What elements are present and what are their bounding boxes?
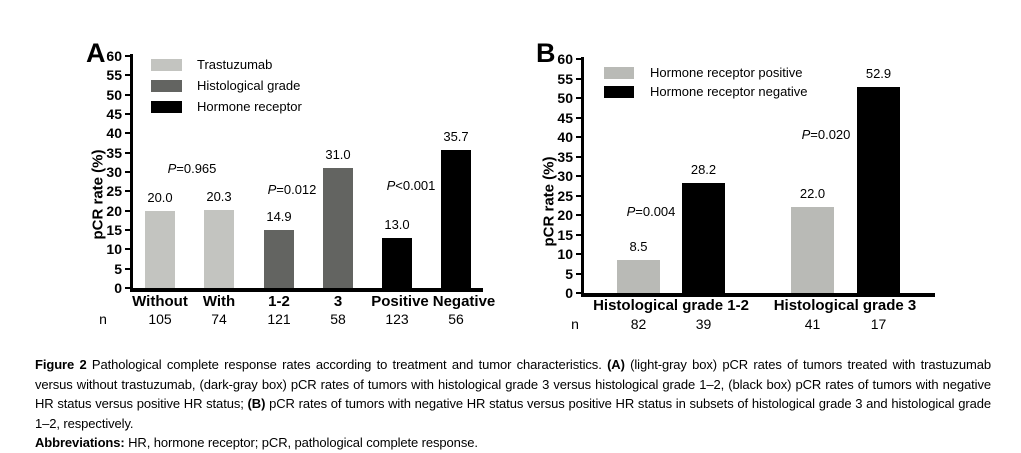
bar-negative-5: [441, 150, 471, 290]
bar-value-label: 22.0: [799, 186, 826, 202]
y-tick-label: 45: [557, 109, 573, 126]
y-tick-label: 40: [557, 129, 573, 145]
legend-label: Hormone receptor negative: [650, 84, 808, 99]
bar-value-label: 20.3: [206, 188, 232, 204]
legend-swatch: [151, 80, 182, 92]
y-tick-label: 30: [557, 168, 573, 184]
caption-a-text: (light-gray box) pCR rates of tumors treated with trastuzumab versus without trastuzumab, (dark-gray box) pCR rates of tumors with histological grade 3 versus histological grade 1–2, (black box) pCR rates of tumors with negative HR status versus positive HR status;: [35, 357, 992, 411]
panel-letter-b: B: [536, 38, 556, 68]
panel-a-ref: (A): [607, 357, 625, 372]
x-category-label: Positive: [371, 293, 429, 310]
x-axis-line: [130, 288, 483, 292]
p-value-label: P=0.020: [801, 127, 851, 142]
n-value: 39: [695, 316, 712, 332]
x-group-label: Histological grade 3: [773, 297, 917, 314]
legend-swatch: [604, 67, 634, 79]
n-value: 58: [330, 311, 346, 327]
y-tick-label: 40: [106, 125, 122, 142]
y-tick-label: 30: [106, 164, 122, 180]
caption-intro: Pathological complete response rates according to treatment and tumor characteristics.: [91, 357, 602, 372]
y-tick-label: 25: [557, 187, 573, 204]
n-value: 74: [211, 311, 227, 327]
legend-label: Hormone receptor: [197, 99, 302, 114]
n-value: 82: [630, 316, 647, 332]
y-tick-label: 10: [557, 246, 573, 262]
x-category-label: With: [202, 293, 236, 310]
bar-value-label: 13.0: [384, 216, 410, 232]
y-tick-label: 25: [106, 183, 122, 200]
y-tick-label: 15: [106, 222, 122, 238]
bar-1-2-2: [264, 230, 294, 290]
y-tick-label: 20: [106, 202, 122, 219]
x-category-label: Without: [132, 293, 188, 310]
x-group-label: Histological grade 1-2: [593, 297, 749, 314]
bar-value-label: 35.7: [443, 128, 469, 144]
bar-with-1: [204, 210, 234, 290]
y-tick-label: 0: [114, 280, 122, 296]
panel-letter-a: A: [86, 38, 106, 68]
bar-value-label: 28.2: [690, 162, 717, 178]
y-tick-label: 35: [106, 144, 122, 161]
n-row-label: n: [99, 311, 107, 327]
y-tick-label: 35: [557, 148, 573, 165]
x-category-label: 3: [333, 293, 343, 310]
abbreviations-text: HR, hormone receptor; pCR, pathological complete response.: [128, 435, 478, 450]
x-category-label: Negative: [432, 293, 496, 310]
caption-b-text: pCR rates of tumors with negative HR status versus positive HR status in subsets of histological grade 3 and histological grade 1–2, respectively.: [35, 396, 992, 431]
y-tick-label: 55: [557, 70, 573, 87]
n-value: 41: [804, 316, 821, 332]
x-category-label: 1-2: [268, 293, 290, 310]
legend-swatch: [604, 86, 634, 98]
bar-positive-4: [382, 238, 412, 290]
bar-without-0: [145, 211, 175, 290]
bar-value-label: 31.0: [325, 147, 351, 163]
figure-caption: [35, 355, 991, 453]
n-row-label: n: [571, 316, 579, 332]
p-symbol: P: [801, 127, 811, 142]
n-value: 105: [148, 311, 172, 327]
figure-label: Figure 2: [35, 357, 87, 372]
y-axis-line: [581, 57, 584, 297]
caption-paragraph: [35, 355, 991, 433]
bar-value-label: 14.9: [266, 209, 292, 225]
legend-label: Trastuzumab: [197, 57, 273, 72]
p-value-label: P<0.001: [386, 178, 436, 193]
bar-histological-grade-1-2-1: [682, 183, 725, 295]
bar-value-label: 20.0: [147, 189, 173, 205]
y-tick-label: 0: [565, 285, 573, 301]
legend-swatch: [151, 59, 182, 71]
y-tick-label: 60: [557, 51, 573, 67]
legend-swatch: [151, 101, 182, 113]
abbreviations-label: Abbreviations:: [35, 435, 125, 450]
y-tick-label: 15: [557, 226, 573, 243]
bar-histological-grade-3-3: [857, 87, 900, 295]
abbreviations-paragraph: [35, 433, 991, 453]
p-symbol: P: [626, 204, 636, 219]
y-tick-label: 10: [106, 241, 122, 258]
y-tick-label: 50: [106, 86, 122, 103]
y-tick-label: 5: [565, 265, 573, 282]
p-value-label: P=0.004: [626, 204, 676, 219]
p-value-label: P=0.012: [267, 182, 317, 197]
n-value: 121: [267, 311, 291, 327]
p-value-label: P=0.965: [167, 161, 217, 176]
y-tick-label: 20: [557, 207, 573, 223]
panel-b-ref: (B): [247, 396, 266, 411]
y-tick-label: 60: [106, 48, 122, 64]
bar-histological-grade-3-2: [791, 207, 834, 295]
bar-value-label: 52.9: [865, 65, 892, 81]
p-symbol: P: [167, 161, 177, 176]
bar-value-label: 8.5: [629, 238, 648, 254]
legend-label: Histological grade: [197, 78, 301, 93]
n-value: 56: [448, 311, 464, 327]
legend-label: Hormone receptor positive: [650, 65, 803, 80]
y-tick-label: 5: [114, 260, 122, 277]
y-tick-label: 45: [106, 106, 122, 122]
n-value: 123: [385, 311, 409, 327]
p-symbol: P: [267, 182, 277, 197]
bar-histological-grade-1-2-0: [617, 260, 660, 295]
y-tick-label: 55: [106, 67, 122, 84]
y-axis-title: pCR rate (%): [89, 149, 107, 240]
n-value: 17: [870, 316, 887, 332]
y-tick-label: 50: [557, 90, 573, 106]
p-symbol: P: [386, 178, 396, 193]
y-axis-title: pCR rate (%): [540, 156, 558, 247]
